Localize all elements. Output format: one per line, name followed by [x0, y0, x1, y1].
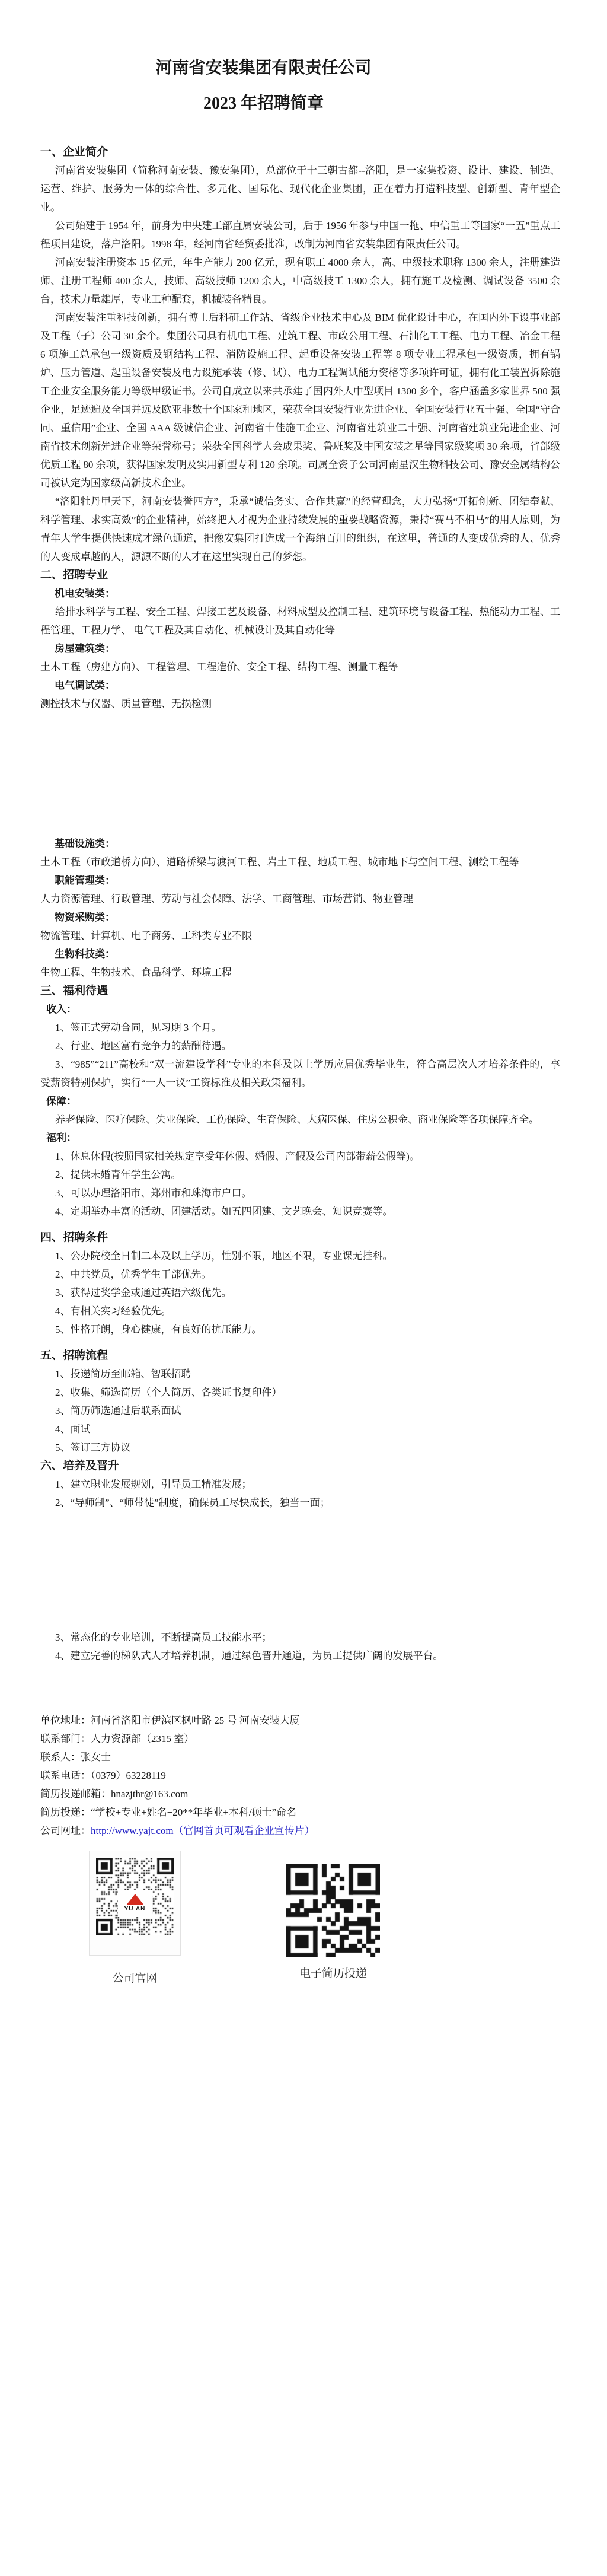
welfare-guarantee-text: 养老保险、医疗保险、失业保险、工伤保险、生育保险、大病医保、住房公积金、商业保险等各项保障齐全。 — [55, 1114, 539, 1125]
page-break-spacer — [40, 1512, 560, 1628]
qr-figure-company-website — [89, 1851, 181, 1985]
qr-code-row — [40, 1851, 560, 1985]
welfare-benefit-item: 4、定期举办丰富的活动、团建活动。如五四团建、文艺晚会、知识竞赛等。 — [55, 1206, 393, 1217]
section-gap-spacer — [40, 1665, 560, 1711]
section-heading-conditions: 四、招聘条件 — [40, 1231, 108, 1244]
intro-paragraph: “洛阳牡丹甲天下，河南安装誉四方”，秉承“诚信务实、合作共赢”的经营理念，大力弘扬“开拓创新、团结奉献、科学管理、求实高效”的企业精神，始终把人才视为企业持续发展的重要战略资源，秉持“赛马不相马”的用人原则，为青年大学生提供快速成才绿色通道，把豫安集团打造成一个海纳百川的组织，在这里，普通的人变成优秀的人、优秀的人变成卓越的人，源源不断的人才在这里实现自己的梦想。 — [40, 496, 560, 562]
section-heading-welfare: 三、福利待遇 — [40, 985, 108, 997]
contact-block — [40, 1711, 560, 1840]
qr-code-resume-delivery — [286, 1864, 380, 1957]
section-heading-company-intro: 一、企业简介 — [40, 146, 108, 158]
qr-caption-resume-delivery: 电子简历投递 — [299, 1967, 367, 1980]
training-item: 3、常态化的专业培训，不断提高员工技能水平； — [55, 1632, 272, 1643]
company-website-link[interactable]: http://www.yajt.com（官网首页可观看企业宣传片） — [91, 1825, 315, 1836]
contact-email: 简历投递邮箱：hnazjthr@163.com — [40, 1788, 189, 1800]
major-group-content: 给排水科学与工程、安全工程、焊接工艺及设备、材料成型及控制工程、建筑环境与设备工程、热能动力工程、工程管理、工程力学、 电气工程及其自动化、机械设计及其自动化等 — [40, 606, 560, 636]
intro-paragraph: 河南省安装集团（简称河南安装、豫安集团），总部位于十三朝古都--洛阳，是一家集投资、设计、建设、制造、运营、维护、服务为一体的综合性、多元化、国际化、现代化企业集团，正在着力打造科技型、创新型、青年型企业。 — [40, 165, 560, 213]
contact-department: 联系部门：人力资源部（2315 室） — [40, 1733, 194, 1744]
major-group-content: 土木工程（房建方向）、工程管理、工程造价、安全工程、结构工程、测量工程等 — [40, 661, 398, 673]
logo-triangle-icon — [126, 1894, 144, 1905]
major-group-label: 房屋建筑类： — [55, 643, 115, 654]
welfare-benefit-item: 3、可以办理洛阳市、郑州市和珠海市户口。 — [55, 1187, 252, 1199]
process-item: 1、投递简历至邮箱、智联招聘 — [55, 1368, 191, 1380]
process-item: 2、收集、筛选简历（个人简历、各类证书复印件） — [55, 1387, 282, 1398]
qr-caption-company-website: 公司官网 — [112, 1972, 158, 1985]
major-group-label: 机电安装类： — [55, 588, 115, 599]
qr-code-company-website — [89, 1851, 181, 1956]
condition-item: 2、中共党员，优秀学生干部优先。 — [55, 1269, 212, 1280]
section-heading-majors: 二、招聘专业 — [40, 569, 108, 581]
welfare-benefit-item: 1、休息休假(按照国家相关规定享受年休假、婚假、产假及公司内部带薪公假等)。 — [55, 1151, 420, 1162]
major-group-content: 测控技术与仪器、质量管理、无损检测 — [40, 698, 212, 709]
logo-text: YU AN — [124, 1906, 146, 1912]
website-label: 公司网址： — [40, 1825, 91, 1836]
process-item: 5、签订三方协议 — [55, 1442, 131, 1453]
major-group-label: 物资采购类： — [55, 912, 115, 923]
major-group-label: 电气调试类： — [55, 680, 115, 691]
intro-paragraph: 河南安装注册资本 15 亿元，年生产能力 200 亿元，现有职工 4000 余人，高、中级技术职称 1300 余人，注册建造师、注册工程师 400 余人，技师、高级技师 1200 余人，中高级技工 1300 余人，拥有施工及检测、调试设备 3500 余台，技术力量雄厚，专业工种配套，机械装备精良。 — [40, 257, 560, 305]
page-break-spacer — [40, 713, 560, 835]
major-group-content: 物流管理、计算机、电子商务、工科类专业不限 — [40, 930, 252, 941]
welfare-guarantee-label: 保障： — [46, 1096, 76, 1107]
training-item: 1、建立职业发展规划，引导员工精准发展； — [55, 1479, 252, 1490]
section-heading-training: 六、培养及晋升 — [40, 1460, 120, 1472]
welfare-benefit-item: 2、提供未婚青年学生公寓。 — [55, 1169, 181, 1180]
qr-figure-resume-delivery — [286, 1864, 380, 1980]
major-group-content: 生物工程、生物技术、食品科学、环境工程 — [40, 967, 232, 978]
welfare-benefit-label: 福利： — [46, 1132, 76, 1144]
major-group-content: 土木工程（市政道桥方向）、道路桥梁与渡河工程、岩土工程、地质工程、城市地下与空间工程、测绘工程等 — [40, 856, 519, 868]
section-heading-process: 五、招聘流程 — [40, 1349, 108, 1362]
welfare-income-label: 收入： — [46, 1004, 76, 1015]
condition-item: 3、获得过奖学金或通过英语六级优先。 — [55, 1287, 232, 1298]
intro-paragraph: 公司始建于 1954 年，前身为中央建工部直属安装公司，后于 1956 年参与中国一拖、中信重工等国家“一五”重点工程项目建设，落户洛阳。1998 年，经河南省经贸委批准，改制为河南省安装集团有限责任公司。 — [40, 220, 560, 250]
training-item: 4、建立完善的梯队式人才培养机制，通过绿色晋升通道，为员工提供广阔的发展平台。 — [55, 1650, 443, 1661]
document-header — [40, 56, 487, 116]
company-name-title: 河南省安装集团有限责任公司 — [155, 59, 372, 77]
welfare-income-item: 1、签正式劳动合同，见习期 3 个月。 — [55, 1022, 222, 1033]
major-group-label: 生物科技类： — [55, 948, 115, 960]
contact-address: 单位地址：河南省洛阳市伊滨区枫叶路 25 号 河南安装大厦 — [40, 1715, 300, 1726]
condition-item: 1、公办院校全日制二本及以上学历，性别不限，地区不限，专业课无挂科。 — [55, 1250, 393, 1262]
company-logo — [118, 1890, 152, 1917]
welfare-income-item: 3、“985”“211”高校和“双一流建设学科”专业的本科及以上学历应届优秀毕业生，符合高层次人才培养条件的，享受薪资特别保护，实行“一人一议”工资标准及相关政策福利。 — [40, 1059, 560, 1088]
contact-phone: 联系电话：（0379）63228119 — [40, 1770, 166, 1781]
process-item: 3、简历筛选通过后联系面试 — [55, 1405, 181, 1416]
major-group-label: 基础设施类： — [55, 838, 115, 849]
intro-paragraph: 河南安装注重科技创新，拥有博士后科研工作站、省级企业技术中心及 BIM 优化设计中心，在国内外下设事业部及工程（子）公司 30 余个。集团公司具有机电工程、建筑工程、市政公用工程、石油化工工程、电力工程、冶金工程 6 项施工总承包一级资质及钢结构工程、消防设施工程、起重设备安装工程等 8 项专业工程承包一级资质，拥有锅炉、压力管道、起重设备安装及电力设施承装（修、试）、电力工程调试能力资格等多项许可证，拥有化工装置拆除施工企业安全服务能力等级甲级证书。公司自成立以来共承建了国内外大中型项目 1300 多个，客户涵盖多家世界 500 强企业，足迹遍及全国并远及欧亚非数十个国家和地区，荣获全国安装行业先进企业、全国安装行业五十强、全国“守合同、重信用”企业、全国 AAA 级诚信企业、河南省十佳施工企业、河南省建筑业二十强、河南省建筑业先进企业、河南省技术创新先进企业等荣誉称号；荣获全国科学大会成果奖、鲁班奖及中国安装之星等国家级奖项 30 余项，省部级优质工程 80 余项，获得国家发明及实用新型专利 120 余项。司属全资子公司河南星汉生物科技公司、豫安金属结构公司被认定为国家级高新技术企业。 — [40, 312, 560, 489]
major-group-content: 人力资源管理、行政管理、劳动与社会保障、法学、工商管理、市场营销、物业管理 — [40, 893, 413, 905]
contact-website-line — [40, 1822, 560, 1840]
contact-resume-naming: 简历投递：“学校+专业+姓名+20**年毕业+本科/硕士”命名 — [40, 1807, 297, 1818]
condition-item: 5、性格开朗，身心健康，有良好的抗压能力。 — [55, 1324, 262, 1335]
major-group-label: 职能管理类： — [55, 875, 115, 886]
training-item: 2、“导师制”、“师带徒”制度，确保员工尽快成长，独当一面； — [55, 1497, 330, 1508]
process-item: 4、面试 — [55, 1424, 91, 1435]
welfare-income-item: 2、行业、地区富有竞争力的薪酬待遇。 — [55, 1040, 232, 1052]
document-title: 2023 年招聘简章 — [203, 94, 324, 113]
contact-person: 联系人：张女士 — [40, 1752, 111, 1763]
condition-item: 4、有相关实习经验优先。 — [55, 1305, 171, 1317]
